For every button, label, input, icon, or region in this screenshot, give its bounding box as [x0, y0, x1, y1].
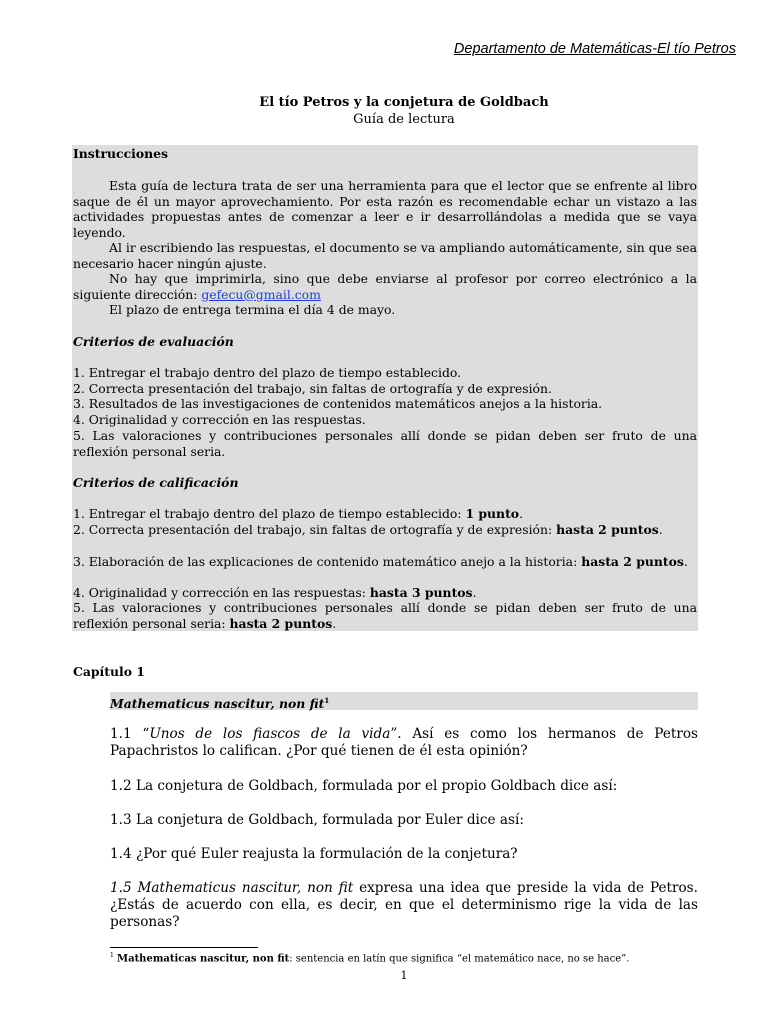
question-1-5: 1.5 Mathematicus nascitur, non fit expresa una idea que preside la vida de Petros. ¿Estás de acuerdo con ella, es decir, en que el determinismo rige la vida de las personas?: [110, 880, 698, 930]
document-subtitle: Guía de lectura: [353, 112, 455, 127]
grading-item: 2. Correcta presentación del trabajo, sin faltas de ortografía y de expresión: hasta 2 puntos.: [73, 522, 663, 537]
page-header: Departamento de Matemáticas-El tío Petros: [453, 41, 736, 57]
grading-heading: Criterios de calificación: [73, 475, 239, 490]
evaluation-item: 1. Entregar el trabajo dentro del plazo de tiempo establecido.: [73, 365, 462, 380]
footnote: $^1$ Mathematicas nascitur, non fit: sentencia en latín que significa “el matemático nace, no se hace”.: [110, 952, 630, 965]
question-1-4: 1.4 ¿Por qué Euler reajusta la formulación de la conjetura?: [110, 846, 518, 862]
instructions-paragraph-2: Al ir escribiendo las respuestas, el documento se va ampliando automáticamente, sin que sea necesario hacer ningún ajuste.: [73, 240, 697, 271]
evaluation-item: 2. Correcta presentación del trabajo, sin faltas de ortografía y de expresión.: [73, 381, 552, 396]
instructions-heading: Instrucciones: [73, 146, 168, 161]
section-heading: Mathematicus nascitur, non fit$^1$: [110, 692, 698, 710]
footnote-ref: 1: [324, 696, 330, 705]
evaluation-item: 3. Resultados de las investigaciones de contenidos matemáticos anejos a la historia.: [73, 396, 603, 411]
page-number: 1: [400, 969, 408, 982]
grading-item: 5. Las valoraciones y contribuciones personales allí donde se pidan deben ser fruto de una reflexión personal seria: hasta 2 puntos.: [73, 600, 697, 631]
question-1-2: 1.2 La conjetura de Goldbach, formulada por el propio Goldbach dice así:: [110, 778, 618, 794]
evaluation-item: 4. Originalidad y corrección en las respuestas.: [73, 412, 366, 427]
footnote-separator: [110, 947, 258, 948]
grading-item: 3. Elaboración de las explicaciones de contenido matemático anejo a la historia: hasta 2 puntos.: [73, 554, 688, 569]
document-title: El tío Petros y la conjetura de Goldbach: [259, 95, 549, 110]
evaluation-heading: Criterios de evaluación: [73, 334, 234, 349]
email-link[interactable]: gefecu@gmail.com: [201, 286, 321, 302]
grading-item: 4. Originalidad y corrección en las respuestas: hasta 3 puntos.: [73, 585, 477, 600]
grading-item: 1. Entregar el trabajo dentro del plazo de tiempo establecido: 1 punto.: [73, 506, 524, 521]
instructions-paragraph-1: Esta guía de lectura trata de ser una herramienta para que el lector que se enfrente al libro saque de él un mayor aprovechamiento. Por esta razón es recomendable echar un vistazo a las actividades propuestas antes de comenzar a leer e ir desarrollándolas a medida que se vaya leyendo.: [73, 178, 697, 240]
question-1-1: 1.1 “Unos de los fiascos de la vida”. Así es como los hermanos de Petros Papachristos lo califican. ¿Por qué tienen de él esta opinión?: [110, 726, 698, 759]
chapter-heading: Capítulo 1: [73, 664, 145, 679]
evaluation-item: 5. Las valoraciones y contribuciones personales allí donde se pidan deben ser fruto de una reflexión personal seria.: [73, 428, 697, 459]
question-1-3: 1.3 La conjetura de Goldbach, formulada por Euler dice así:: [110, 812, 524, 828]
instructions-paragraph-4: El plazo de entrega termina el día 4 de mayo.: [109, 302, 396, 317]
instructions-paragraph-3: No hay que imprimirla, sino que debe enviarse al profesor por correo electrónico a la siguiente dirección: gefecu@gmail.com: [73, 271, 697, 302]
